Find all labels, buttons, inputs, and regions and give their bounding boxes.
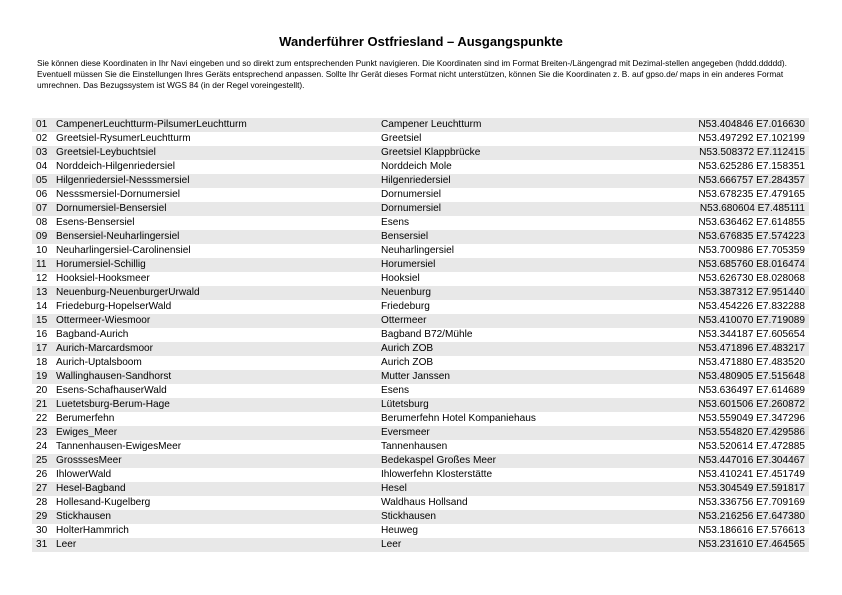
page-title: Wanderführer Ostfriesland – Ausgangspunkte [279, 34, 563, 49]
coordinates: N53.471896 E7.483217 [698, 343, 805, 354]
table-row [32, 314, 809, 328]
route-name: Hollesand-Kugelberg [56, 497, 151, 508]
table-row [32, 230, 809, 244]
start-place: Stickhausen [381, 511, 436, 522]
route-name: Neuharlingersiel-Carolinensiel [56, 245, 191, 256]
table-row [32, 398, 809, 412]
table-row [32, 342, 809, 356]
intro-paragraph-2: Eventuell müssen Sie die Einstellungen Ihres Geräts entsprechend anpassen. Sollte Ihr Gerät dieses Format nicht unterstützen, können Sie die Koordinaten z. B. auf gpso.de/ maps in ein anderes Format umrechnen. Das Bezugssystem ist WGS 84 (in der Regel voreingestellt). [37, 68, 784, 90]
route-name: IhlowerWald [56, 469, 112, 480]
coordinates: N53.231610 E7.464565 [698, 539, 805, 550]
row-number: 03 [36, 147, 48, 158]
coordinates: N53.410241 E7.451749 [698, 469, 805, 480]
start-place: Norddeich Mole [381, 161, 452, 172]
start-place: Eversmeer [381, 427, 430, 438]
start-place: Friedeburg [381, 301, 430, 312]
table-row [32, 412, 809, 426]
route-name: Nesssmersiel-Dornumersiel [56, 189, 180, 200]
route-name: Bagband-Aurich [56, 329, 129, 340]
start-place: Bagband B72/Mühle [381, 329, 473, 340]
coordinates: N53.508372 E7.112415 [699, 147, 805, 158]
route-name: GrosssesMeer [56, 455, 122, 466]
coordinates: N53.447016 E7.304467 [698, 455, 805, 466]
row-number: 17 [36, 343, 48, 354]
start-place: Campener Leuchtturm [381, 119, 482, 130]
coordinates: N53.626730 E8.028068 [698, 273, 805, 284]
route-name: Ottermeer-Wiesmoor [56, 315, 151, 326]
start-place: Aurich ZOB [381, 343, 434, 354]
table-row [32, 272, 809, 286]
table-row [32, 244, 809, 258]
table-row [32, 188, 809, 202]
row-number: 10 [36, 245, 48, 256]
row-number: 05 [36, 175, 48, 186]
start-place: Hilgenriedersiel [381, 175, 451, 186]
route-name: Hooksiel-Hooksmeer [56, 273, 150, 284]
start-place: Mutter Janssen [381, 371, 451, 382]
coordinates: N53.471880 E7.483520 [698, 357, 805, 368]
start-place: Neuharlingersiel [381, 245, 454, 256]
route-name: Wallinghausen-Sandhorst [56, 371, 172, 382]
table-row [32, 440, 809, 454]
route-name: Bensersiel-Neuharlingersiel [56, 231, 180, 242]
route-name: Stickhausen [56, 511, 111, 522]
coordinates: N53.480905 E7.515648 [698, 371, 805, 382]
row-number: 01 [36, 119, 48, 130]
table-row [32, 202, 809, 216]
row-number: 21 [36, 399, 48, 410]
coordinates: N53.387312 E7.951440 [698, 287, 805, 298]
row-number: 26 [36, 469, 48, 480]
start-place: Ottermeer [381, 315, 427, 326]
row-number: 16 [36, 329, 48, 340]
row-number: 08 [36, 217, 48, 228]
row-number: 23 [36, 427, 48, 438]
row-number: 24 [36, 441, 48, 452]
start-place: Greetsiel Klappbrücke [381, 147, 481, 158]
row-number: 04 [36, 161, 48, 172]
start-place: Esens [381, 385, 410, 396]
row-number: 31 [36, 539, 48, 550]
table-row [32, 370, 809, 384]
row-number: 30 [36, 525, 48, 536]
table-row [32, 524, 809, 538]
coordinates: N53.554820 E7.429586 [698, 427, 805, 438]
coordinates-table [32, 118, 809, 552]
row-number: 19 [36, 371, 48, 382]
row-number: 27 [36, 483, 48, 494]
start-place: Tannenhausen [381, 441, 448, 452]
route-name: Aurich-Uptalsboom [56, 357, 142, 368]
table-row [32, 160, 809, 174]
start-place: Aurich ZOB [381, 357, 434, 368]
route-name: Hilgenriedersiel-Nesssmersiel [56, 175, 190, 186]
start-place: Dornumersiel [381, 189, 442, 200]
route-name: Neuenburg-NeuenburgerUrwald [56, 287, 200, 298]
row-number: 13 [36, 287, 48, 298]
route-name: Greetsiel-RysumerLeuchtturm [56, 133, 191, 144]
row-number: 15 [36, 315, 48, 326]
row-number: 06 [36, 189, 48, 200]
coordinates: N53.344187 E7.605654 [698, 329, 805, 340]
route-name: CampenerLeuchtturm-PilsumerLeuchtturm [56, 119, 247, 130]
row-number: 09 [36, 231, 48, 242]
coordinates: N53.636462 E7.614855 [698, 217, 805, 228]
row-number: 02 [36, 133, 48, 144]
coordinates: N53.666757 E7.284357 [698, 175, 805, 186]
route-name: Esens-Bensersiel [56, 217, 135, 228]
start-place: Esens [381, 217, 410, 228]
coordinates: N53.336756 E7.709169 [698, 497, 805, 508]
table-row [32, 356, 809, 370]
start-place: Dornumersiel [381, 203, 442, 214]
row-number: 14 [36, 301, 48, 312]
row-number: 20 [36, 385, 48, 396]
table-row [32, 174, 809, 188]
route-name: Esens-SchafhauserWald [56, 385, 167, 396]
row-number: 29 [36, 511, 48, 522]
start-place: Berumerfehn Hotel Kompaniehaus [381, 413, 536, 424]
coordinates: N53.700986 E7.705359 [698, 245, 805, 256]
table-row [32, 132, 809, 146]
coordinates: N53.636497 E7.614689 [698, 385, 805, 396]
table-row [32, 146, 809, 160]
table-row [32, 300, 809, 314]
table-row [32, 328, 809, 342]
route-name: Hesel-Bagband [56, 483, 126, 494]
start-place: Horumersiel [381, 259, 436, 270]
route-name: Leer [56, 539, 77, 550]
row-number: 22 [36, 413, 48, 424]
row-number: 25 [36, 455, 48, 466]
route-name: Luetetsburg-Berum-Hage [56, 399, 170, 410]
coordinates: N53.186616 E7.576613 [698, 525, 805, 536]
intro-text [37, 58, 809, 90]
start-place: Neuenburg [381, 287, 431, 298]
start-place: Leer [381, 539, 402, 550]
route-name: Greetsiel-Leybuchtsiel [56, 147, 156, 158]
table-row [32, 538, 809, 552]
coordinates: N53.304549 E7.591817 [698, 483, 805, 494]
intro-paragraph-1: Sie können diese Koordinaten in Ihr Navi eingeben und so direkt zum entsprechenden Punkt navigieren. Die Koordinaten sind im Format Breiten-/Längengrad mit Dezimal-stellen angegeben (hddd.ddddd). [37, 58, 787, 68]
table-row [32, 510, 809, 524]
table-row [32, 286, 809, 300]
coordinates: N53.685760 E8.016474 [698, 259, 805, 270]
start-place: Bensersiel [381, 231, 429, 242]
coordinates: N53.410070 E7.719089 [698, 315, 805, 326]
start-place: Lütetsburg [381, 399, 429, 410]
coordinates: N53.559049 E7.347296 [698, 413, 805, 424]
coordinates: N53.454226 E7.832288 [698, 301, 805, 312]
route-name: Aurich-Marcardsmoor [56, 343, 154, 354]
coordinates: N53.216256 E7.647380 [698, 511, 805, 522]
coordinates: N53.676835 E7.574223 [698, 231, 805, 242]
row-number: 12 [36, 273, 48, 284]
route-name: Dornumersiel-Bensersiel [56, 203, 167, 214]
row-number: 28 [36, 497, 48, 508]
table-row [32, 384, 809, 398]
row-number: 18 [36, 357, 48, 368]
start-place: Ihlowerfehn Klosterstätte [381, 469, 493, 480]
row-number: 07 [36, 203, 48, 214]
table-row [32, 118, 809, 132]
route-name: Tannenhausen-EwigesMeer [56, 441, 182, 452]
coordinates: N53.404846 E7.016630 [698, 119, 805, 130]
coordinates: N53.625286 E7.158351 [698, 161, 805, 172]
coordinates: N53.601506 E7.260872 [698, 399, 805, 410]
coordinates: N53.497292 E7.102199 [698, 133, 805, 144]
coordinates: N53.520614 E7.472885 [698, 441, 805, 452]
start-place: Greetsiel [381, 133, 422, 144]
route-name: HolterHammrich [56, 525, 129, 536]
coordinates: N53.678235 E7.479165 [698, 189, 805, 200]
table-row [32, 426, 809, 440]
route-name: Horumersiel-Schillig [56, 259, 146, 270]
table-row [32, 468, 809, 482]
table-row [32, 454, 809, 468]
table-row [32, 258, 809, 272]
table-row [32, 482, 809, 496]
start-place: Hooksiel [381, 273, 420, 284]
start-place: Waldhaus Hollsand [381, 497, 468, 508]
route-name: Friedeburg-HopelserWald [56, 301, 172, 312]
route-name: Ewiges_Meer [56, 427, 118, 438]
route-name: Norddeich-Hilgenriedersiel [56, 161, 175, 172]
route-name: Berumerfehn [56, 413, 115, 424]
coordinates: N53.680604 E7.485111 [699, 203, 805, 214]
table-row [32, 496, 809, 510]
start-place: Hesel [381, 483, 407, 494]
start-place: Bedekaspel Großes Meer [381, 455, 497, 466]
table-row [32, 216, 809, 230]
row-number: 11 [36, 259, 47, 270]
start-place: Heuweg [381, 525, 419, 536]
